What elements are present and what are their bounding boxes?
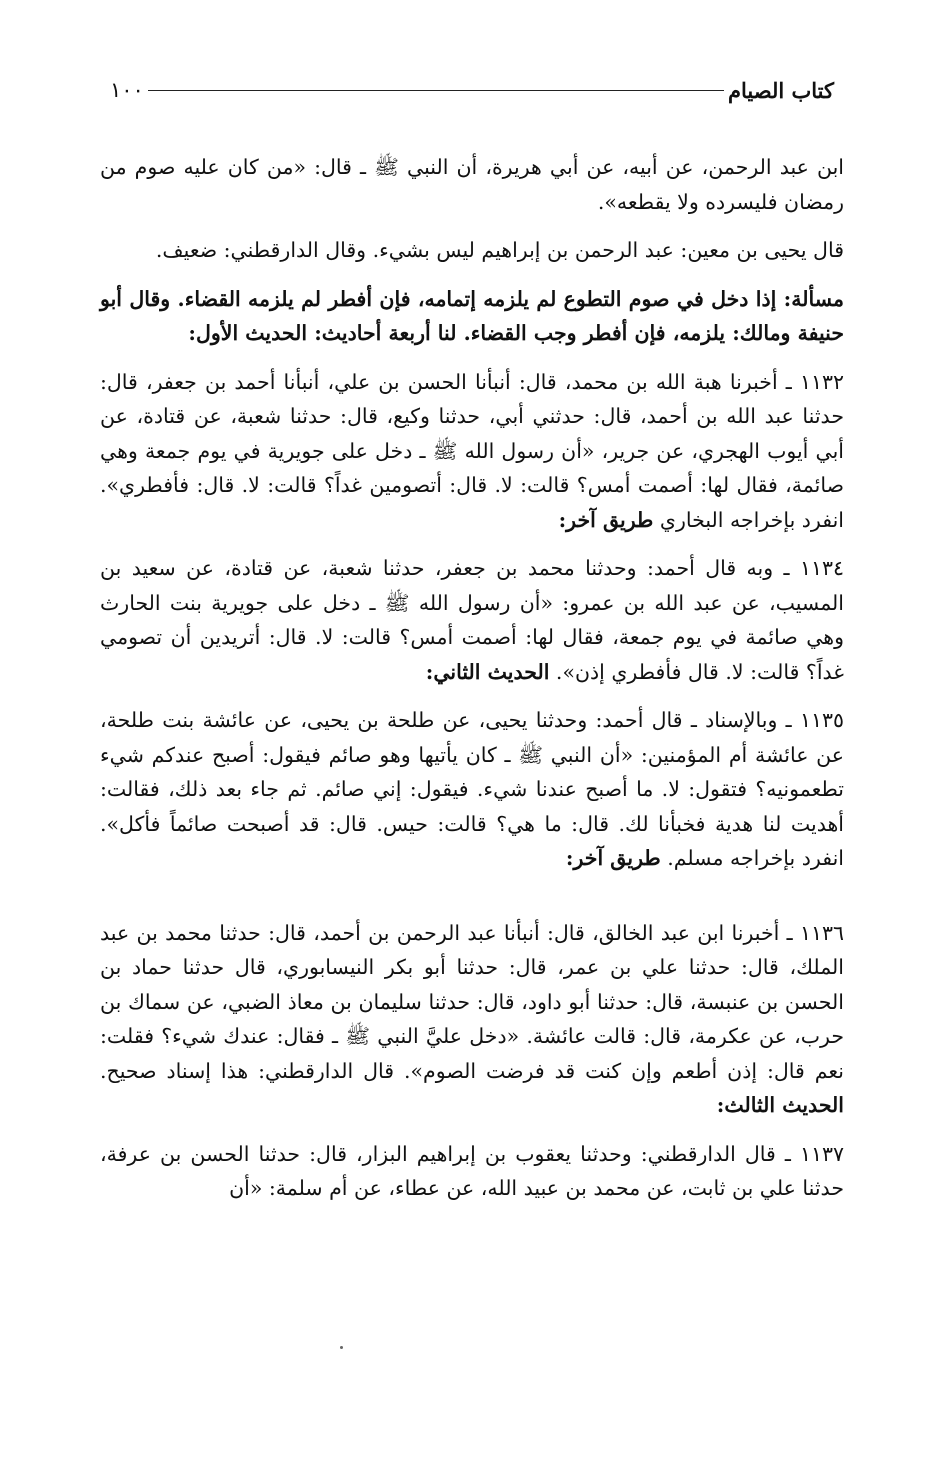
hadith-1135-text: ١١٣٥ ـ وبالإسناد ـ قال أحمد: وحدثنا يحيى، عن طلحة بن يحيى، عن عائشة بنت طلحة، عن عائشة أم المؤمنين: «أن النبي ﷺ ـ كان يأتيها وهو صائم فيقول: أصبح عندكم شيء تطعمونيه؟ فتقول: لا. ما أصبح عندنا شيء. فيقول: إني صائم. ثم جاء بعد ذلك، فقالت: أهديت لنا هدية فخبأنا لك. قال: ما هي؟ قالت: حيس. قال: قد أصبحت صائماً فأكل». انفرد بإخراجه مسلم. [100, 708, 844, 870]
hadith-1132-text: ١١٣٢ ـ أخبرنا هبة الله بن محمد، قال: أنبأنا الحسن بن علي، أنبأنا أحمد بن جعفر، قال: حدثنا عبد الله بن أحمد، قال: حدثني أبي، حدثنا وكيع، قال: حدثنا شعبة، عن قتادة، عن أبي أيوب الهجري، عن جرير، «أن رسول الله ﷺ ـ دخل على جويرية في يوم جمعة وهي صائمة، فقال لها: أصمت أمس؟ قالت: لا. قال: أتصومين غداً؟ قالت: لا. قال: فأفطري». انفرد بإخراجه البخاري [100, 369, 844, 532]
running-header [100, 70, 844, 110]
hadith-1136 [100, 916, 844, 1123]
ink-speck [340, 1346, 343, 1349]
hadith-1134-heading: الحديث الثاني: [425, 659, 550, 684]
hadith-1132 [100, 365, 844, 538]
hadith-1135 [100, 703, 844, 876]
paragraph-ibn-main: قال يحيى بن معين: عبد الرحمن بن إبراهيم ليس بشيء. وقال الدارقطني: ضعيف. [155, 238, 844, 262]
paragraph-intro: ابن عبد الرحمن، عن أبيه، عن أبي هريرة، أن النبي ﷺ ـ قال: «من كان عليه صوم من رمضان فليسرده ولا يقطعه». [100, 155, 844, 214]
header-rule [148, 90, 724, 91]
book-page [100, 70, 844, 1220]
paragraph-masala: مسألة: إذا دخل في صوم التطوع لم يلزمه إتمامه، فإن أفطر لم يلزمه القضاء. وقال أبو حنيفة ومالك: يلزمه، فإن أفطر وجب القضاء. لنا أربعة أحاديث: الحديث الأول: [100, 286, 844, 345]
hadith-1134-text: ١١٣٤ ـ وبه قال أحمد: وحدثنا محمد بن جعفر، حدثنا شعبة، عن قتادة، عن سعيد بن المسيب، عن عبد الله بن عمرو: «أن رسول الله ﷺ ـ دخل على جويرية بنت الحارث وهي صائمة في يوم جمعة، فقال لها: أصمت أمس؟ قالت: لا. قال: أتريدين أن تصومي غداً؟ قالت: لا. قال فأفطري إذن». [100, 556, 844, 684]
hadith-1136-text: ١١٣٦ ـ أخبرنا ابن عبد الخالق، قال: أنبأنا عبد الرحمن بن أحمد، قال: حدثنا محمد بن عبد الملك، قال: حدثنا علي بن عمر، قال: حدثنا أبو بكر النيسابوري، قال حدثنا حماد بن الحسن بن عنبسة، قال: حدثنا أبو داود، قال: حدثنا سليمان بن معاذ الضبي، عن سماك بن حرب، عن عكرمة، قال: قالت عائشة. «دخل عليَّ النبي ﷺ ـ فقال: عندك شيء؟ فقلت: نعم قال: إذن أطعم وإن كنت قد فرضت الصوم». قال الدارقطني: هذا إسناد صحيح. [100, 920, 844, 1083]
hadith-1134 [100, 551, 844, 689]
book-title: كتاب الصيام [728, 77, 834, 103]
hadith-1132-heading: طريق آخر: [558, 507, 654, 532]
hadith-1136-heading: الحديث الثالث: [716, 1093, 844, 1117]
page-number: ١٠٠ [110, 78, 144, 102]
hadith-1135-heading: طريق آخر: [565, 846, 661, 870]
hadith-1137: ١١٣٧ ـ قال الدارقطني: وحدثنا يعقوب بن إبراهيم البزار، قال: حدثنا الحسن بن عرفة، حدثنا علي بن ثابت، عن محمد بن عبيد الله، عن عطاء، عن أم سلمة: «أن [100, 1141, 844, 1200]
